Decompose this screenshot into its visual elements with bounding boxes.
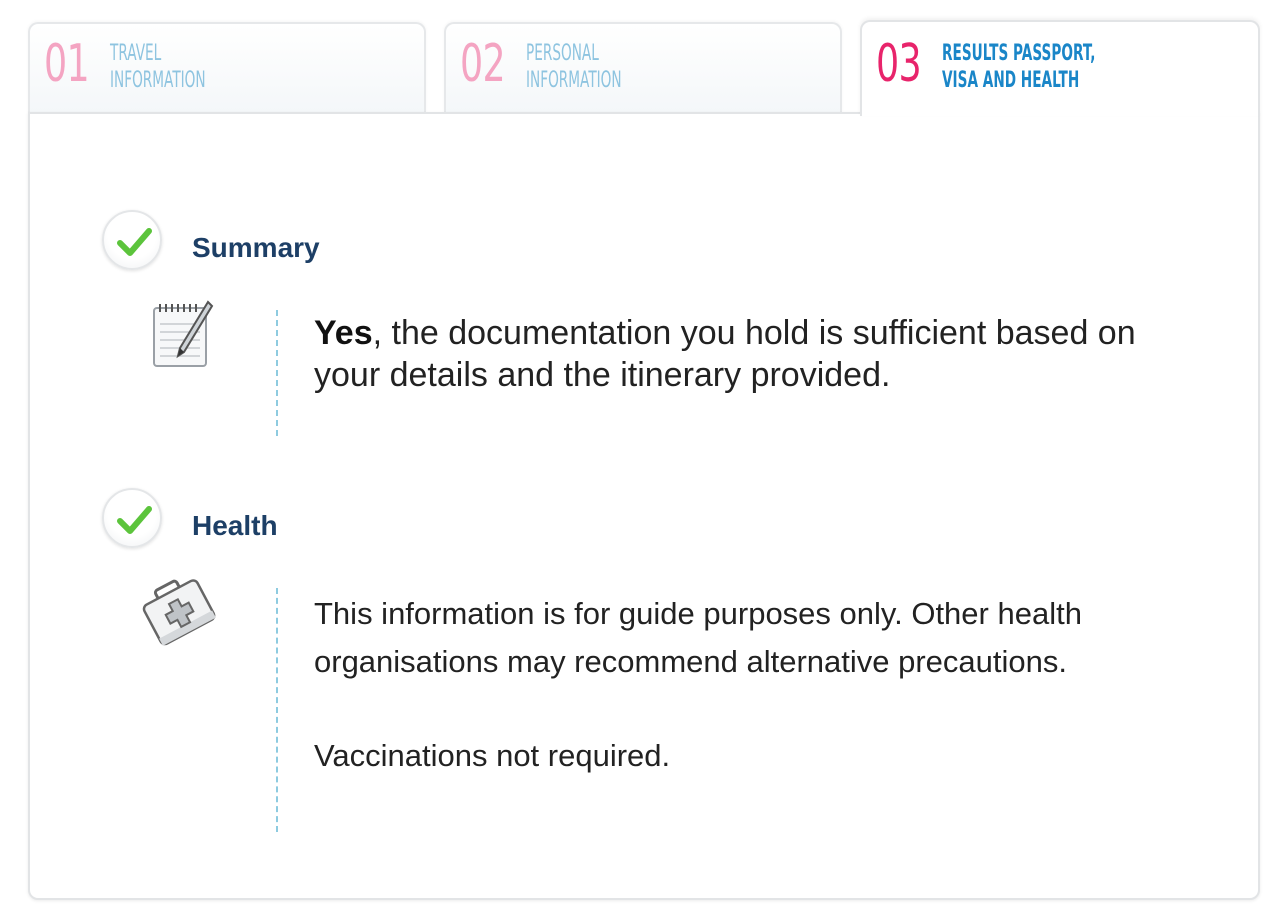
tab-title-line1: PERSONAL (526, 41, 599, 66)
tab-title (942, 40, 1252, 94)
tab-results[interactable] (860, 20, 1260, 116)
first-aid-kit-icon (138, 572, 222, 657)
tab-title-line2: INFORMATION (526, 68, 622, 93)
health-text (314, 590, 1194, 780)
tab-personal-information[interactable] (444, 22, 842, 114)
health-disclaimer: This information is for guide purposes only. Other health organisations may recommend alternative precautions. (314, 596, 1082, 679)
tab-number: 03 (876, 34, 921, 94)
tab-number: 01 (44, 34, 89, 94)
summary-title: Summary (192, 232, 320, 263)
tab-title (110, 40, 420, 94)
tab-title-line1: TRAVEL (110, 41, 162, 66)
summary-answer: Yes (314, 314, 373, 352)
tab-travel-information[interactable] (28, 22, 426, 114)
summary-check-icon (102, 210, 162, 270)
tab-title-line2: VISA AND HEALTH (942, 68, 1080, 93)
vaccinations-status: Vaccinations not required. (314, 738, 671, 773)
notepad-pen-icon (150, 298, 216, 375)
tab-title-line2: INFORMATION (110, 68, 206, 93)
summary-text (314, 312, 1194, 396)
health-divider (276, 588, 278, 832)
results-panel (28, 112, 1260, 900)
summary-body: , the documentation you hold is sufficient based on your details and the itinerary provided. (314, 314, 1136, 394)
summary-divider (276, 310, 278, 436)
health-check-icon (102, 488, 162, 548)
tab-title (526, 40, 836, 94)
health-title: Health (192, 510, 278, 541)
tab-title-line1: RESULTS PASSPORT, (942, 41, 1096, 66)
tab-number: 02 (460, 34, 505, 94)
